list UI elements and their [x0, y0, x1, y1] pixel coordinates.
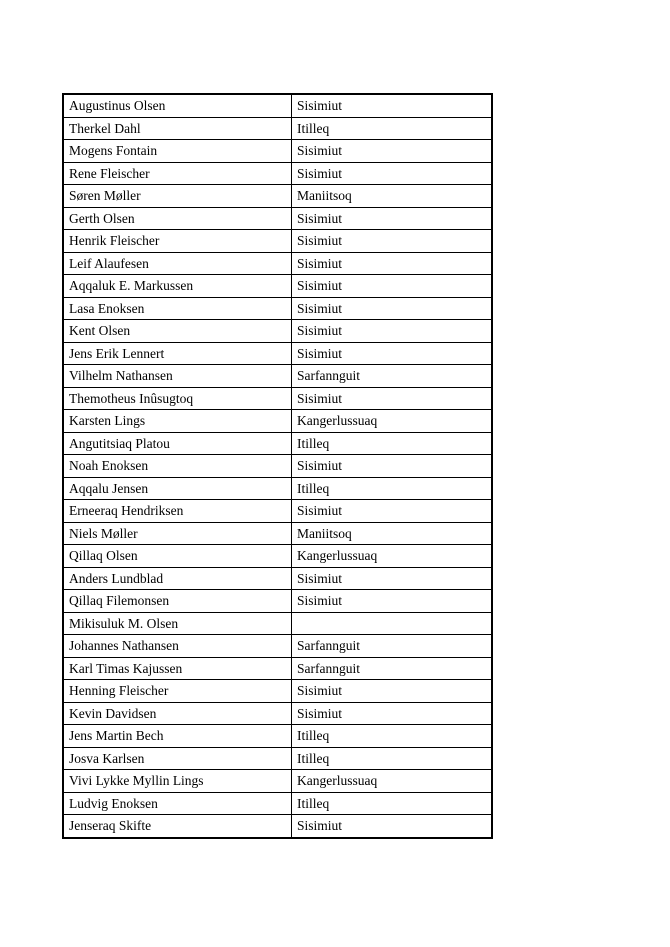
settlement-cell: Kangerlussuaq	[292, 410, 493, 433]
settlement-cell: Sisimiut	[292, 500, 493, 523]
name-cell: Augustinus Olsen	[63, 94, 292, 117]
settlement-cell: Sisimiut	[292, 680, 493, 703]
name-cell: Erneeraq Hendriksen	[63, 500, 292, 523]
table-row	[63, 680, 492, 703]
table-row	[63, 94, 492, 117]
table-row	[63, 275, 492, 298]
name-cell: Anders Lundblad	[63, 567, 292, 590]
settlement-cell: Itilleq	[292, 117, 493, 140]
table-row	[63, 410, 492, 433]
name-cell: Josva Karlsen	[63, 747, 292, 770]
table-row	[63, 770, 492, 793]
table-row	[63, 365, 492, 388]
table-row	[63, 297, 492, 320]
table-row	[63, 702, 492, 725]
name-cell: Kent Olsen	[63, 320, 292, 343]
name-cell: Jenseraq Skifte	[63, 815, 292, 838]
settlement-cell: Sisimiut	[292, 387, 493, 410]
settlement-cell: Sisimiut	[292, 342, 493, 365]
table-row	[63, 320, 492, 343]
table-row	[63, 635, 492, 658]
name-cell: Angutitsiaq Platou	[63, 432, 292, 455]
settlement-cell: Sisimiut	[292, 140, 493, 163]
table-row	[63, 612, 492, 635]
name-cell: Rene Fleischer	[63, 162, 292, 185]
name-cell: Søren Møller	[63, 185, 292, 208]
table-row	[63, 747, 492, 770]
name-cell: Jens Martin Bech	[63, 725, 292, 748]
table-row	[63, 725, 492, 748]
table-row	[63, 140, 492, 163]
table-row	[63, 815, 492, 838]
settlement-cell: Itilleq	[292, 792, 493, 815]
name-cell: Aqqaluk E. Markussen	[63, 275, 292, 298]
name-cell: Ludvig Enoksen	[63, 792, 292, 815]
name-cell: Noah Enoksen	[63, 455, 292, 478]
table-row	[63, 567, 492, 590]
name-cell: Mikisuluk M. Olsen	[63, 612, 292, 635]
name-cell: Jens Erik Lennert	[63, 342, 292, 365]
table-row	[63, 342, 492, 365]
table-row	[63, 657, 492, 680]
name-cell: Qillaq Filemonsen	[63, 590, 292, 613]
table-row	[63, 455, 492, 478]
settlement-cell: Sisimiut	[292, 320, 493, 343]
settlement-cell: Sisimiut	[292, 815, 493, 838]
settlement-cell: Maniitsoq	[292, 185, 493, 208]
name-cell: Lasa Enoksen	[63, 297, 292, 320]
name-cell: Johannes Nathansen	[63, 635, 292, 658]
name-cell: Themotheus Inûsugtoq	[63, 387, 292, 410]
name-cell: Therkel Dahl	[63, 117, 292, 140]
settlement-cell: Sisimiut	[292, 567, 493, 590]
table-row	[63, 590, 492, 613]
settlement-cell: Sisimiut	[292, 162, 493, 185]
table-row	[63, 500, 492, 523]
table-row	[63, 252, 492, 275]
table-row	[63, 185, 492, 208]
settlement-cell: Sisimiut	[292, 702, 493, 725]
table-body	[63, 94, 492, 838]
name-cell: Aqqalu Jensen	[63, 477, 292, 500]
name-cell: Vilhelm Nathansen	[63, 365, 292, 388]
name-cell: Qillaq Olsen	[63, 545, 292, 568]
name-cell: Mogens Fontain	[63, 140, 292, 163]
settlement-cell: Itilleq	[292, 747, 493, 770]
table-row	[63, 387, 492, 410]
name-cell: Gerth Olsen	[63, 207, 292, 230]
settlement-cell	[292, 612, 493, 635]
table-row	[63, 545, 492, 568]
name-cell: Leif Alaufesen	[63, 252, 292, 275]
settlement-cell: Kangerlussuaq	[292, 545, 493, 568]
name-cell: Vivi Lykke Myllin Lings	[63, 770, 292, 793]
settlement-cell: Itilleq	[292, 432, 493, 455]
settlement-cell: Sarfannguit	[292, 657, 493, 680]
name-cell: Kevin Davidsen	[63, 702, 292, 725]
name-cell: Karl Timas Kajussen	[63, 657, 292, 680]
settlement-cell: Sisimiut	[292, 94, 493, 117]
name-cell: Henrik Fleischer	[63, 230, 292, 253]
settlement-cell: Sarfannguit	[292, 365, 493, 388]
table-row	[63, 117, 492, 140]
settlement-cell: Sisimiut	[292, 230, 493, 253]
settlement-cell: Sisimiut	[292, 275, 493, 298]
name-cell: Karsten Lings	[63, 410, 292, 433]
settlement-cell: Sisimiut	[292, 207, 493, 230]
settlement-cell: Sisimiut	[292, 455, 493, 478]
settlement-cell: Maniitsoq	[292, 522, 493, 545]
settlement-cell: Sisimiut	[292, 590, 493, 613]
settlement-cell: Sisimiut	[292, 297, 493, 320]
names-settlements-table	[62, 93, 493, 839]
table-row	[63, 522, 492, 545]
settlement-cell: Kangerlussuaq	[292, 770, 493, 793]
table-row	[63, 162, 492, 185]
table-row	[63, 432, 492, 455]
settlement-cell: Itilleq	[292, 477, 493, 500]
name-cell: Niels Møller	[63, 522, 292, 545]
settlement-cell: Itilleq	[292, 725, 493, 748]
table-row	[63, 207, 492, 230]
settlement-cell: Sisimiut	[292, 252, 493, 275]
name-cell: Henning Fleischer	[63, 680, 292, 703]
table-row	[63, 477, 492, 500]
table-row	[63, 230, 492, 253]
settlement-cell: Sarfannguit	[292, 635, 493, 658]
table-row	[63, 792, 492, 815]
